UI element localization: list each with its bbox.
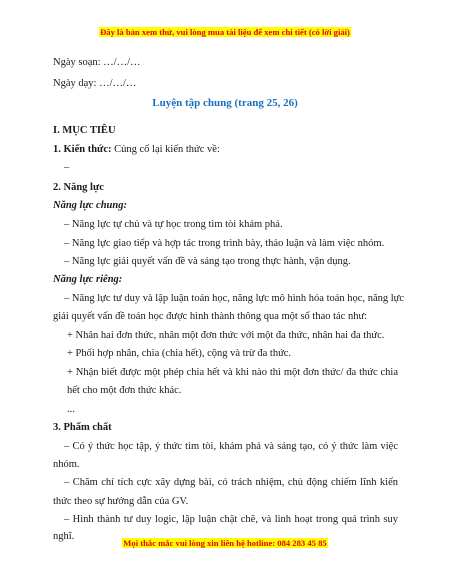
specific-intro-line: – Năng lực tư duy và lập luận toán học, năng lực mô hình hóa toán học, năng lực bbox=[64, 293, 405, 304]
quality-item: – Hình thành tư duy logic, lập luận chặt chẽ, và linh hoạt trong quá trình suy bbox=[64, 514, 398, 525]
general-competence-item: – Năng lực giao tiếp và hợp tác trong trình bày, thảo luận và làm việc nhóm. bbox=[64, 238, 385, 249]
knowledge-label: 1. Kiến thức: bbox=[53, 144, 112, 155]
quality-item-continuation: nhóm. bbox=[53, 459, 80, 470]
preview-notice-banner bbox=[0, 27, 450, 37]
general-competence-item: – Năng lực giải quyết vấn đề và sáng tạo trong thực hành, vận dụng. bbox=[64, 256, 351, 267]
section-objectives-heading: I. MỤC TIÊU bbox=[53, 125, 116, 136]
knowledge-dash: – bbox=[64, 162, 70, 173]
competence-heading: 2. Năng lực bbox=[53, 182, 104, 193]
specific-competence-label: Năng lực riêng: bbox=[53, 274, 123, 285]
knowledge-text: Củng cố lại kiến thức về: bbox=[111, 144, 220, 155]
specific-intro-line: giải quyết vấn đề toán học được hình thành thông qua một số thao tác như: bbox=[53, 311, 368, 322]
quality-item: – Có ý thức học tập, ý thức tìm tòi, khám phá và sáng tạo, có ý thức làm việc bbox=[64, 441, 398, 452]
date-taught: Ngày dạy: …/…/… bbox=[53, 78, 137, 89]
preview-notice-text: Đây là bản xem thử, vui lòng mua tài liệu để xem chi tiết (có lời giải) bbox=[100, 27, 350, 37]
quality-item-continuation: nghĩ. bbox=[53, 531, 75, 542]
knowledge-line bbox=[53, 143, 220, 156]
specific-ellipsis: ... bbox=[67, 404, 75, 415]
page-title: Luyện tập chung (trang 25, 26) bbox=[152, 97, 298, 109]
specific-bullet: + Nhân hai đơn thức, nhân một đơn thức với một đa thức, nhân hai đa thức. bbox=[67, 330, 385, 341]
quality-item: – Chăm chỉ tích cực xây dựng bài, có trách nhiệm, chủ động chiếm lĩnh kiến bbox=[64, 477, 398, 488]
quality-heading: 3. Phẩm chất bbox=[53, 422, 112, 433]
specific-bullet: + Nhận biết được một phép chia hết và khi nào thì một đơn thức/ đa thức chia bbox=[67, 367, 398, 378]
specific-bullet-continuation: hết cho một đơn thức khác. bbox=[67, 385, 182, 396]
hotline-text: Mọi thắc mắc vui lòng xin liên hệ hotline: 084 283 45 85 bbox=[123, 538, 327, 548]
date-prepared: Ngày soạn: …/…/… bbox=[53, 57, 141, 68]
general-competence-item: – Năng lực tự chủ và tự học trong tìm tòi khám phá. bbox=[64, 219, 283, 230]
hotline-banner bbox=[0, 538, 450, 548]
specific-bullet: + Phối hợp nhân, chia (chia hết), cộng và trừ đa thức. bbox=[67, 348, 292, 359]
quality-item-continuation: thức theo sự hướng dẫn của GV. bbox=[53, 496, 189, 507]
general-competence-label: Năng lực chung: bbox=[53, 200, 127, 211]
